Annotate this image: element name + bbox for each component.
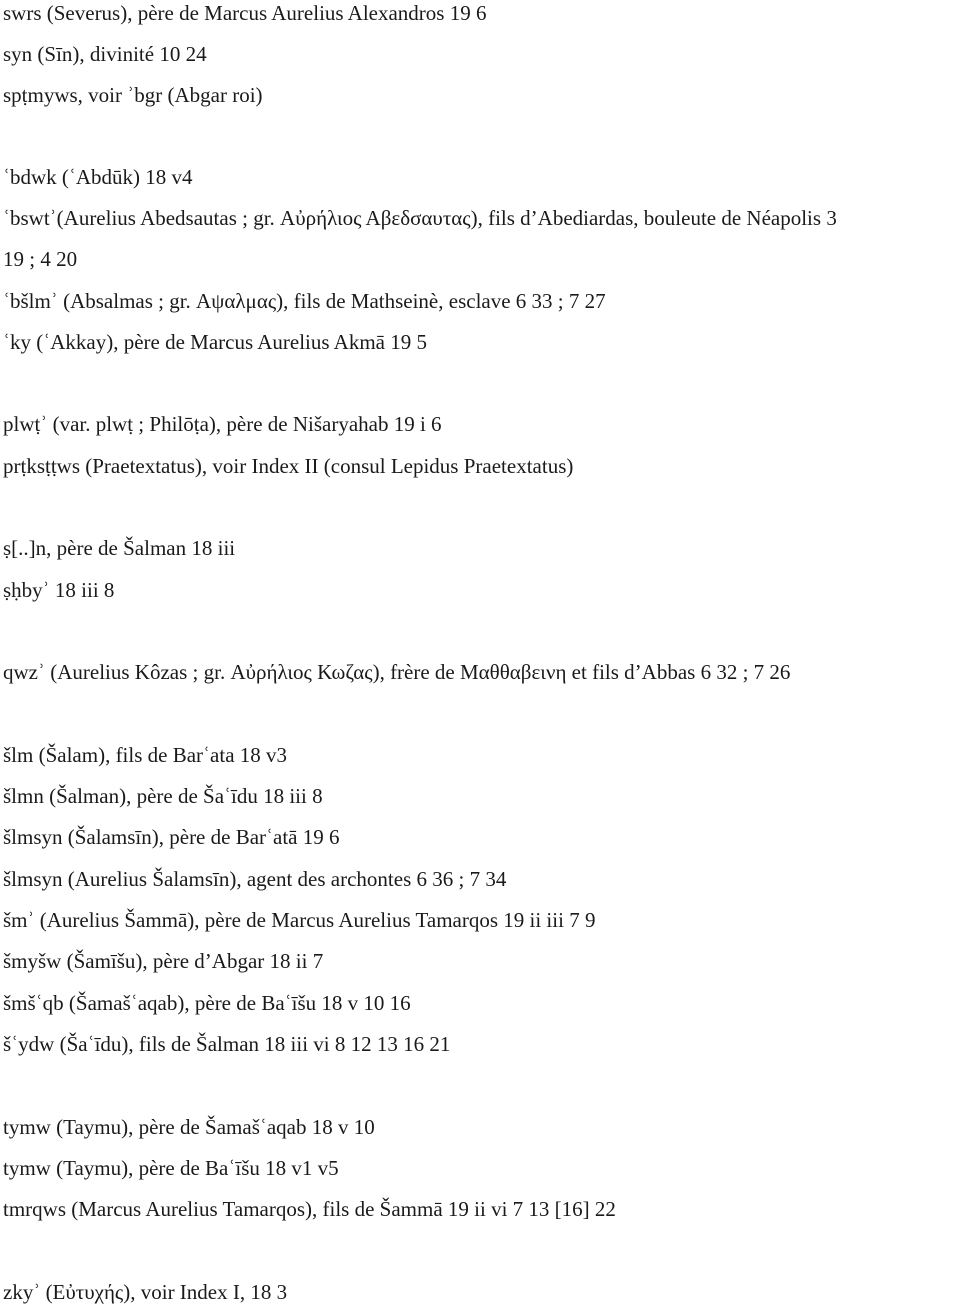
index-entry: ʿky (ʿAkkay), père de Marcus Aurelius Akmā 19 5 xyxy=(3,330,427,354)
index-entry: ʿbswtʾ(Aurelius Abedsautas ; gr. Αὐρήλιος Αβεδσαυτας), fils d’Abediardas, bouleute de Néapolis 3 xyxy=(3,206,837,230)
index-entry: ʿbdwk (ʿAbdūk) 18 v4 xyxy=(3,165,193,189)
index-entry: šlmsyn (Aurelius Šalamsīn), agent des archontes 6 36 ; 7 34 xyxy=(3,867,507,891)
index-entry: syn (Sīn), divinité 10 24 xyxy=(3,42,207,66)
index-entry: tmrqws (Marcus Aurelius Tamarqos), fils de Šammā 19 ii vi 7 13 [16] 22 xyxy=(3,1197,616,1221)
index-entry: plwṭʾ (var. plwṭ ; Philōṭa), père de Nišaryahab 19 i 6 xyxy=(3,412,442,436)
index-entry: ṣḥbyʾ 18 iii 8 xyxy=(3,578,115,602)
index-entry: ṣ[..]n, père de Šalman 18 iii xyxy=(3,536,236,560)
index-entry: swrs (Severus), père de Marcus Aurelius Alexandros 19 6 xyxy=(3,1,487,25)
index-entry: qwzʾ (Aurelius Kôzas ; gr. Αὐρήλιος Κωζας), frère de Μαθθαβεινη et fils d’Abbas 6 32 ; 7 26 xyxy=(3,660,791,684)
index-entry: šʿydw (Šaʿīdu), fils de Šalman 18 iii vi 8 12 13 16 21 xyxy=(3,1032,451,1056)
index-entry: šlmsyn (Šalamsīn), père de Barʿatā 19 6 xyxy=(3,825,340,849)
index-entry: šmʾ (Aurelius Šammā), père de Marcus Aurelius Tamarqos 19 ii iii 7 9 xyxy=(3,908,596,932)
index-entry: tymw (Taymu), père de Šamašʿaqab 18 v 10 xyxy=(3,1115,375,1139)
index-entry: šlm (Šalam), fils de Barʿata 18 v3 xyxy=(3,743,288,767)
index-entry: 19 ; 4 20 xyxy=(3,247,78,271)
index-entry: ʿbšlmʾ (Absalmas ; gr. Αψαλμας), fils de Mathseinè, esclave 6 33 ; 7 27 xyxy=(3,289,606,313)
index-entry: šlmn (Šalman), père de Šaʿīdu 18 iii 8 xyxy=(3,784,323,808)
index-entry: prṭksṭṭws (Praetextatus), voir Index II (consul Lepidus Praetextatus) xyxy=(3,454,574,478)
index-entry: šmšʿqb (Šamašʿaqab), père de Baʿīšu 18 v 10 16 xyxy=(3,991,411,1015)
index-entry: zkyʾ (Εὐτυχής), voir Index I, 18 3 xyxy=(3,1280,288,1304)
index-entry: spṭmyws, voir ʾbgr (Abgar roi) xyxy=(3,83,263,107)
index-entry: tymw (Taymu), père de Baʿīšu 18 v1 v5 xyxy=(3,1156,339,1180)
index-entry: šmyšw (Šamīšu), père d’Abgar 18 ii 7 xyxy=(3,949,324,973)
